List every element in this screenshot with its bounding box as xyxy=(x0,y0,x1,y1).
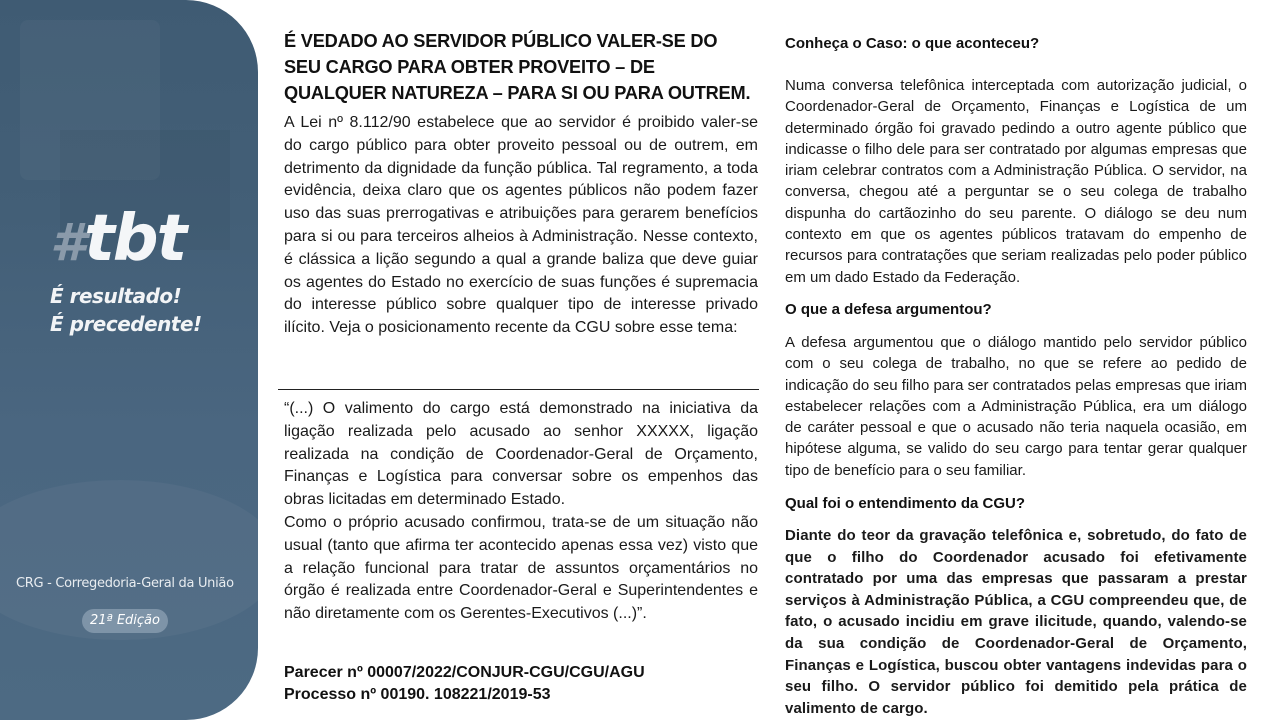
logo-word: tbt xyxy=(84,202,186,276)
tagline-line-1: É resultado! xyxy=(50,284,182,308)
main-article xyxy=(284,28,758,340)
case-summary xyxy=(785,34,1247,719)
intro-paragraph: A Lei nº 8.112/90 estabelece que ao servidor é proibido valer-se do cargo público para obter proveito pessoal ou de outrem, em detrimento da dignidade da função pública. Tal regramento, a toda evidência, deixa claro que os agentes públicos não podem fazer uso das suas prerrogativas e atribuições para gerarem benefícios para si ou para terceiros alheios à Administração. Nesse contexto, é clássica a lição segundo a qual a grande baliza que deve guiar os agentes do Estado no exercício de suas funções é supremacia do interesse público sobre qualquer tipo de interesse privado ilícito. Veja o posicionamento recente da CGU sobre esse tema: xyxy=(284,114,758,337)
quote-paragraph-1: “(...) O valimento do cargo está demonstrado na iniciativa da ligação realizada pelo acusado ao senhor XXXXX, ligação realizada na condição de Coordenador-Geral de Orçamento, Finanças e Logística para conversar sobre os empenhos das obras licitadas em determinado Estado. xyxy=(284,400,758,509)
hashtag-icon: # xyxy=(50,213,85,273)
section-title-what-happened: Conheça o Caso: o que aconteceu? xyxy=(785,35,1040,52)
section-divider xyxy=(278,389,759,390)
section-body-defense: A defesa argumentou que o diálogo mantido pelo servidor público com o seu colega de trabalho, no que se refere ao pedido de indicação do seu filho para ser contratados pelas empresas que iriam estabelecer relações com a Administração Pública, era um diálogo de caráter pessoal e que o acusado não teria naquela ocasião, em hipótese alguma, se valido do seu cargo para tentar gerar qualquer tipo de benefício para o seu familiar. xyxy=(785,333,1247,479)
tagline-line-2: É precedente! xyxy=(50,312,202,336)
tbt-logo xyxy=(50,200,185,282)
legal-opinion-quote xyxy=(284,398,758,626)
tagline xyxy=(50,282,202,338)
section-title-defense: O que a defesa argumentou? xyxy=(785,300,992,318)
quote-paragraph-2: Como o próprio acusado confirmou, trata-se de um situação não usual (tanto que afirma ter acontecido apenas essa vez) visto que a relação funcional para tratar de assuntos orçamentários no órgão é realizada entre Coordenador-Geral e Superintendentes e não diretamente com os Gerentes-Executivos (...)”. xyxy=(284,513,758,623)
branding-panel xyxy=(0,0,258,720)
organization-name: CRG - Corregedoria-Geral da União xyxy=(16,576,234,591)
section-title-cgu-decision: Qual foi o entendimento da CGU? xyxy=(785,495,1025,513)
opinion-number: Parecer nº 00007/2022/CONJUR-CGU/CGU/AGU xyxy=(284,664,645,681)
section-body-what-happened: Numa conversa telefônica interceptada com autorização judicial, o Coordenador-Geral de Orçamento, Finanças e Logística de um determinado órgão foi gravado pedindo a outro agente público que indicasse o filho dele para ser contratado por algumas empresas que iriam celebrar contratos com a Administração Pública. O servidor, na conversa, chegou até a perguntar se o seu colega de trabalho dispunha do cartãozinho do seu parente. O diálogo se deu num contexto em que os agentes públicos tratavam do empenho de recursos para contratações que seriam realizadas pelo poder público em um dado Estado da Federação. xyxy=(785,77,1247,286)
process-number: Processo nº 00190. 108221/2019-53 xyxy=(284,686,551,703)
edition-badge: 21ª Edição xyxy=(82,609,168,633)
section-body-cgu-decision: Diante do teor da gravação telefônica e, sobretudo, do fato de que o filho do Coordenador acusado foi efetivamente contratado por uma das empresas que passaram a prestar serviços à Administração Pública, a CGU compreendeu que, de fato, o acusado incidiu em grave ilicitude, quando, valendo-se da sua condição de Coordenador-Geral de Orçamento, Finanças e Logística, buscou obter vantagens indevidas para o seu filho. O servidor público foi demitido pela prática de valimento de cargo. xyxy=(785,527,1247,717)
page-title: É VEDADO AO SERVIDOR PÚBLICO VALER-SE DO SEU CARGO PARA OBTER PROVEITO – DE QUALQUER NATUREZA – PARA SI OU PARA OUTREM. xyxy=(284,31,751,103)
case-reference xyxy=(284,662,758,706)
